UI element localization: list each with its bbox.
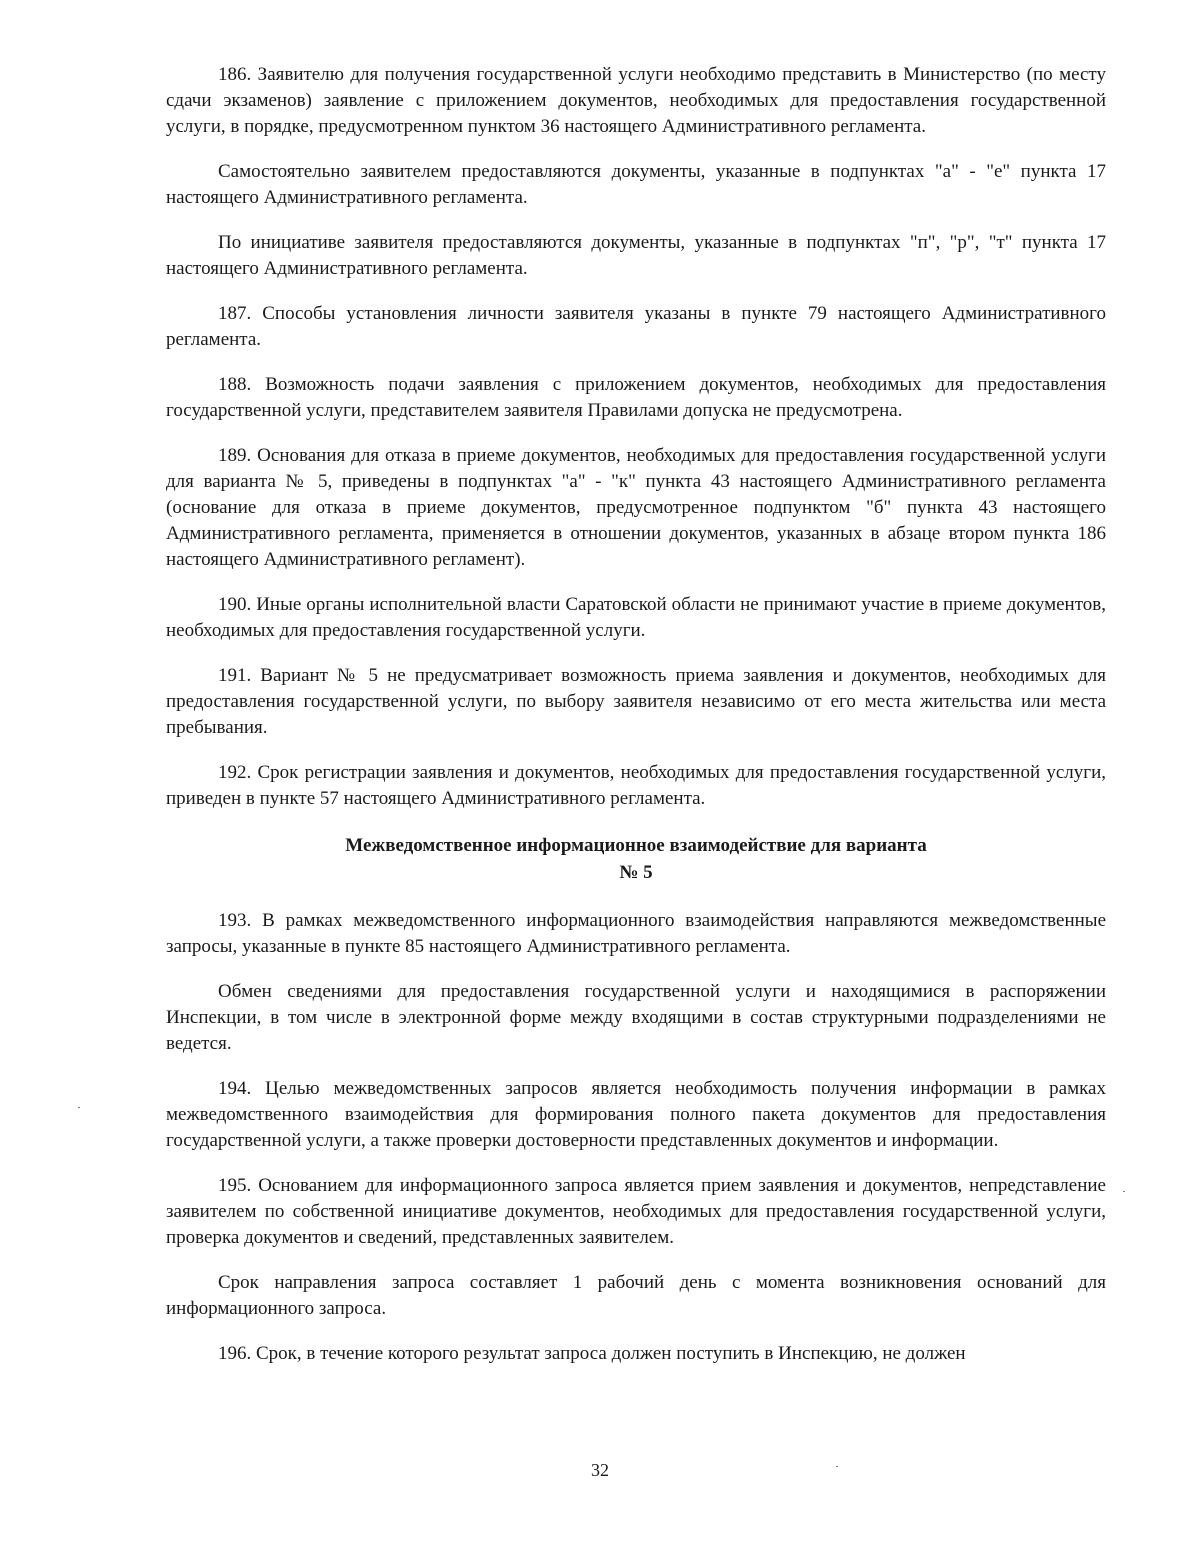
paragraph-186-self-submitted: Самостоятельно заявителем предоставляются документы, указанные в подпунктах "а" - "е" пункта 17 настоящего Административного регламента. [166,161,1106,208]
scan-speck [836,1466,838,1467]
paragraph-195: 195. Основанием для информационного запроса является прием заявления и документов, непредставление заявителем по собственной инициативе документов, необходимых для предоставления государственной услуги, проверка документов и сведений, представленных заявителем. [166,1175,1106,1248]
page-number: 32 [591,1460,609,1480]
document-page [166,62,1106,1386]
paragraph-186-initiative: По инициативе заявителя предоставляются документы, указанные в подпунктах "п", "р", "т" пункта 17 настоящего Административного регламента. [166,232,1106,279]
paragraph-190: 190. Иные органы исполнительной власти Саратовской области не принимают участие в приеме документов, необходимых для предоставления государственной услуги. [166,594,1106,641]
section-heading-line-1: Межведомственное информационное взаимодействие для варианта [345,835,927,856]
paragraph-195-deadline: Срок направления запроса составляет 1 рабочий день с момента возникновения оснований для информационного запроса. [166,1272,1106,1319]
paragraph-191: 191. Вариант № 5 не предусматривает возможность приема заявления и документов, необходимых для предоставления государственной услуги, по выбору заявителя независимо от его места жительства или места пребывания. [166,665,1106,738]
scan-speck [78,1107,80,1108]
paragraph-188: 188. Возможность подачи заявления с приложением документов, необходимых для предоставления государственной услуги, представителем заявителя Правилами допуска не предусмотрена. [166,374,1106,421]
paragraph-193-exchange: Обмен сведениями для предоставления государственной услуги и находящимися в распоряжении Инспекции, в том числе в электронной форме между входящими в состав структурными подразделениями не ведется. [166,981,1106,1054]
paragraph-186: 186. Заявителю для получения государственной услуги необходимо представить в Министерство (по месту сдачи экзаменов) заявление с приложением документов, необходимых для предоставления государственной услуги, в порядке, предусмотренном пунктом 36 настоящего Административного регламента. [166,64,1106,137]
section-heading-line-2: № 5 [619,862,653,883]
scan-speck [1123,1191,1125,1192]
paragraph-194: 194. Целью межведомственных запросов является необходимость получения информации в рамках межведомственного взаимодействия для формирования полного пакета документов для предоставления государственной услуги, а также проверки достоверности представленных документов и информации. [166,1078,1106,1151]
paragraph-196: 196. Срок, в течение которого результат запроса должен поступить в Инспекцию, не должен [218,1343,966,1364]
section-heading [166,832,1106,886]
paragraph-187: 187. Способы установления личности заявителя указаны в пункте 79 настоящего Административного регламента. [166,303,1106,350]
paragraph-193: 193. В рамках межведомственного информационного взаимодействия направляются межведомственные запросы, указанные в пункте 85 настоящего Административного регламента. [166,910,1106,957]
paragraph-189: 189. Основания для отказа в приеме документов, необходимых для предоставления государственной услуги для варианта № 5, приведены в подпунктах "а" - "к" пункта 43 настоящего Административного регламента (основание для отказа в приеме документов, предусмотренное подпунктом "б" пункта 43 настоящего Административного регламента, применяется в отношении документов, указанных в абзаце втором пункта 186 настоящего Административного регламент). [166,445,1106,570]
paragraph-192: 192. Срок регистрации заявления и документов, необходимых для предоставления государственной услуги, приведен в пункте 57 настоящего Административного регламента. [166,762,1106,809]
